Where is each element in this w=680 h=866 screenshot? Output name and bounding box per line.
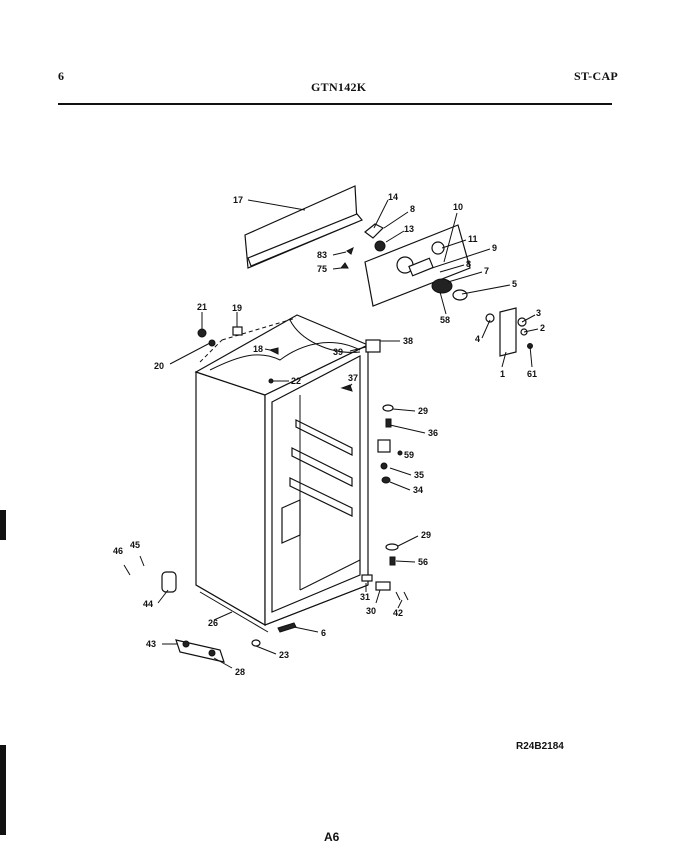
callout-10: 10: [453, 202, 464, 212]
callout-22: 22: [291, 376, 302, 386]
callout-7: 7: [484, 266, 490, 276]
callout-19: 19: [232, 303, 243, 313]
top-shroud: [245, 186, 362, 268]
callout-28: 28: [235, 667, 246, 677]
control-panel: [365, 225, 470, 306]
callout-29b: 29: [421, 530, 432, 540]
drawing-code: R24B2184: [516, 741, 564, 752]
callout-45: 45: [130, 540, 141, 550]
callout-43: 43: [146, 639, 157, 649]
callout-44: 44: [143, 599, 154, 609]
callout-26: 26: [208, 618, 219, 628]
callout-2: 2: [540, 323, 546, 333]
callout-36: 36: [428, 428, 439, 438]
model-number: GTN142K: [311, 80, 367, 94]
callout-3: 3: [536, 308, 542, 318]
callout-5: 5: [512, 279, 518, 289]
callout-75: 75: [317, 264, 328, 274]
callout-4: 4: [475, 334, 481, 344]
callout-29a: 29: [418, 406, 429, 416]
scan-edge-mark: [0, 745, 6, 835]
callout-35: 35: [414, 470, 425, 480]
callout-30: 30: [366, 606, 377, 616]
callout-17: 17: [233, 195, 244, 205]
callout-83: 83: [317, 250, 328, 260]
callout-61: 61: [527, 369, 538, 379]
callout-56: 56: [418, 557, 429, 567]
callout-59: 59: [404, 450, 415, 460]
callout-11: 11: [468, 234, 478, 244]
callout-8b: 8: [466, 259, 472, 269]
cabinet: [196, 315, 371, 632]
callout-37: 37: [348, 373, 359, 383]
callout-8a: 8: [410, 204, 416, 214]
callout-38: 38: [403, 336, 414, 346]
callout-23: 23: [279, 650, 290, 660]
callout-13: 13: [404, 224, 415, 234]
callout-31: 31: [360, 592, 371, 602]
callout-21: 21: [197, 302, 208, 312]
callout-18: 18: [253, 344, 264, 354]
section-code: ST-CAP: [574, 69, 619, 83]
page-code: A6: [324, 830, 340, 844]
scan-edge-mark: [0, 510, 6, 540]
callout-14: 14: [388, 192, 399, 202]
callout-6: 6: [321, 628, 327, 638]
callout-34: 34: [413, 485, 424, 495]
callout-9: 9: [492, 243, 498, 253]
callout-58: 58: [440, 315, 451, 325]
callout-1: 1: [500, 369, 506, 379]
callout-42: 42: [393, 608, 404, 618]
base-leg: [176, 640, 224, 662]
callout-46: 46: [113, 546, 124, 556]
page-number: 6: [58, 69, 65, 83]
callout-39: 39: [333, 347, 344, 357]
callout-20: 20: [154, 361, 165, 371]
